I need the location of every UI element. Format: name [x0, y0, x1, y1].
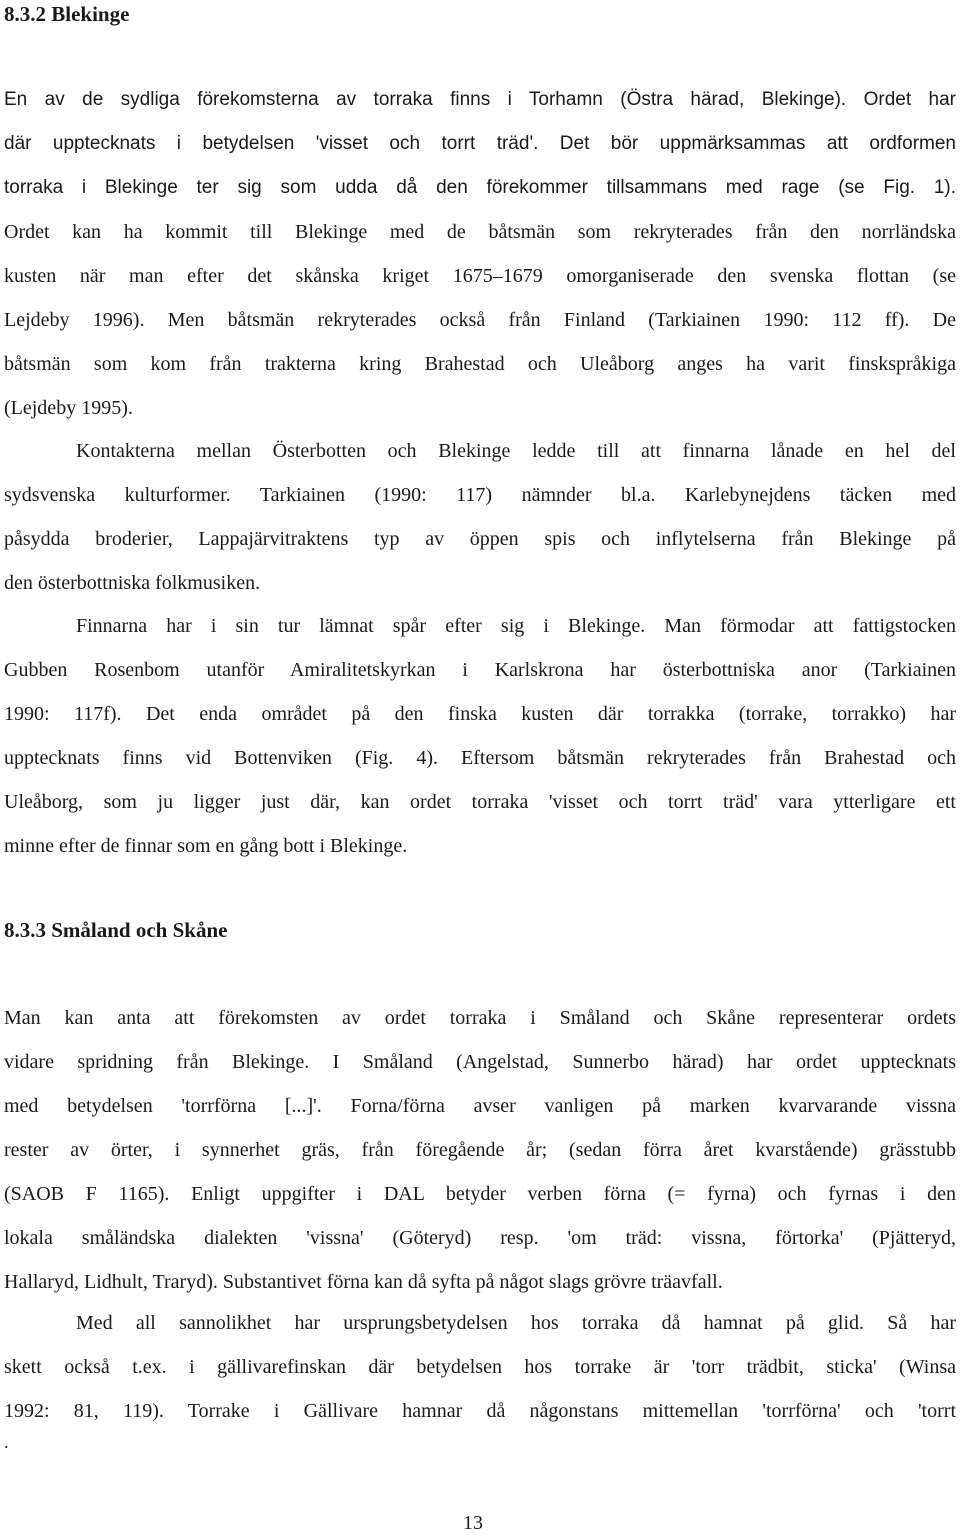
text-line: 1990: 117f). Det enda området på den finska kusten där torrakka (torrake, torrakko) har [4, 703, 956, 725]
text-line: lokala småländska dialekten 'vissna' (Göteryd) resp. 'om träd: vissna, förtorka' (Pjätteryd, [4, 1227, 956, 1249]
text-line: minne efter de finnar som en gång bott i Blekinge. [4, 835, 408, 857]
text-line: sydsvenska kulturformer. Tarkiainen (1990: 117) nämnder bl.a. Karlebynejdens täcken med [4, 484, 956, 506]
text-line: Ordet kan ha kommit till Blekinge med de båtsmän som rekryterades från den norrländska [4, 221, 956, 243]
text-line: Uleåborg, som ju ligger just där, kan ordet torraka 'visset och torrt träd' vara ytterligare ett [4, 791, 956, 813]
text-line: rester av örter, i synnerhet gräs, från föregående år; (sedan förra året kvarstående) grässtubb [4, 1139, 956, 1161]
text-line: Med all sannolikhet har ursprungsbetydelsen hos torraka då hamnat på glid. Så har [76, 1312, 956, 1334]
text-line: påsydda broderier, Lappajärvitraktens typ av öppen spis och inflytelserna från Blekinge på [4, 528, 956, 550]
text-line: Lejdeby 1996). Men båtsmän rekryterades också från Finland (Tarkiainen 1990: 112 ff). De [4, 309, 956, 331]
text-line: Man kan anta att förekomsten av ordet torraka i Småland och Skåne representerar ordets [4, 1007, 956, 1029]
text-line: upptecknats finns vid Bottenviken (Fig. 4). Eftersom båtsmän rekryterades från Brahestad och [4, 747, 956, 769]
text-line: torraka i Blekinge ter sig som udda då den förekommer tillsammans med rage (se Fig. 1). [4, 177, 956, 198]
paragraph-blekinge-3 [4, 604, 956, 868]
paragraph-smaland-2 [4, 1301, 956, 1433]
text-line: vidare spridning från Blekinge. I Småland (Angelstad, Sunnerbo härad) har ordet upptecknats [4, 1051, 956, 1073]
text-line: Hallaryd, Lidhult, Traryd). Substantivet förna kan då syfta på något slags grövre träavfall. [4, 1271, 723, 1293]
text-line: Gubben Rosenbom utanför Amiralitetskyrkan i Karlskrona har österbottniska anor (Tarkiainen [4, 659, 956, 681]
text-line: En av de sydliga förekomsterna av torraka finns i Torhamn (Östra härad, Blekinge). Ordet har [4, 89, 956, 110]
text-line: (SAOB F 1165). Enligt uppgifter i DAL betyder verben förna (= fyrna) och fyrnas i den [4, 1183, 956, 1205]
text-line: skett också t.ex. i gällivarefinskan där betydelsen hos torrake är 'torr trädbit, sticka' (Winsa [4, 1356, 956, 1378]
paragraph-smaland-1 [4, 996, 956, 1304]
text-line: där upptecknats i betydelsen 'visset och torrt träd'. Det bör uppmärksammas att ordformen [4, 133, 956, 154]
page-number: 13 [463, 1512, 483, 1534]
text-line: Finnarna har i sin tur lämnat spår efter sig i Blekinge. Man förmodar att fattigstocken [76, 615, 956, 637]
text-line: med betydelsen 'torrförna [...]'. Forna/förna avser vanligen på marken kvarvarande vissna [4, 1095, 956, 1117]
section-heading-smaland-skane: 8.3.3 Småland och Skåne [4, 918, 228, 942]
text-line: båtsmän som kom från trakterna kring Brahestad och Uleåborg anges ha varit finskspråkiga [4, 353, 956, 375]
text-line: (Lejdeby 1995). [4, 397, 133, 419]
paragraph-blekinge-2 [4, 429, 956, 605]
trailing-mark: . [4, 1432, 9, 1452]
text-line: Kontakterna mellan Österbotten och Blekinge ledde till att finnarna lånade en hel del [76, 440, 956, 462]
section-heading-blekinge: 8.3.2 Blekinge [4, 2, 130, 26]
text-line: kusten när man efter det skånska kriget 1675–1679 omorganiserade den svenska flottan (se [4, 265, 956, 287]
text-line: 1992: 81, 119). Torrake i Gällivare hamnar då någonstans mittemellan 'torrförna' och 'torrt [4, 1400, 956, 1422]
text-line: den österbottniska folkmusiken. [4, 572, 261, 594]
paragraph-blekinge-1 [4, 78, 956, 430]
